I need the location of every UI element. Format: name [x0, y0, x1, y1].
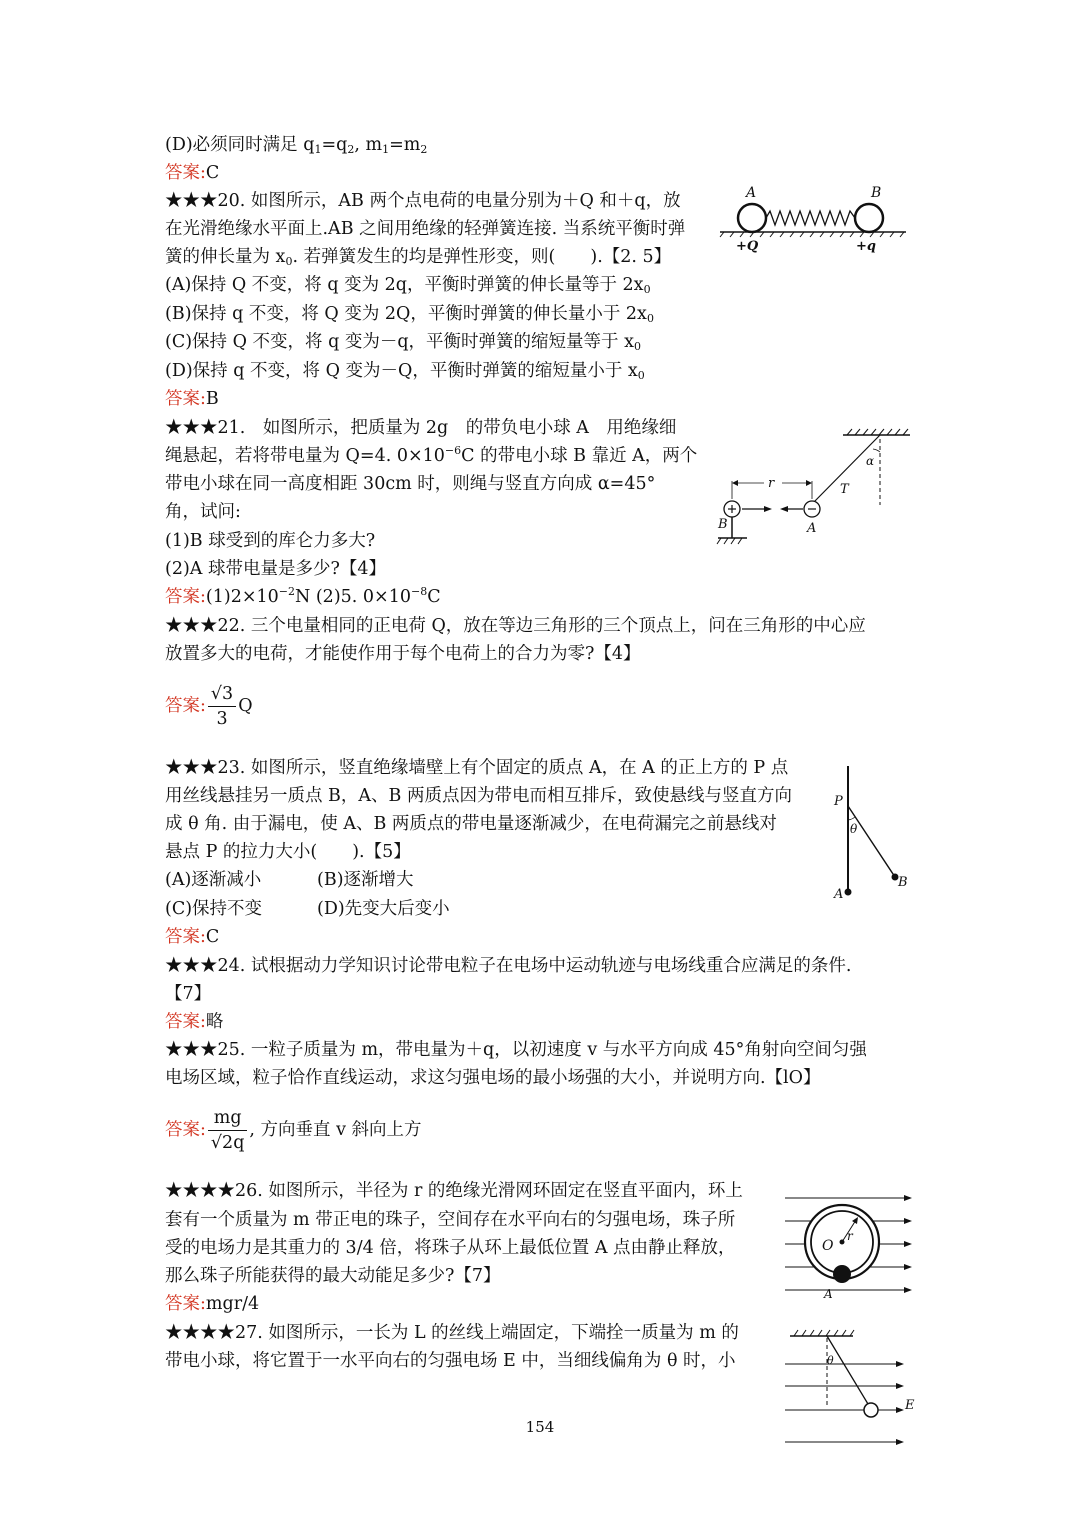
q21-line1: ★★★21. 如图所示，把质量为 2g 的带负电小球 A 用绝缘细: [165, 418, 677, 438]
q27-fig-theta: θ: [827, 1354, 834, 1367]
q20-spring-figure: [720, 182, 910, 257]
q20-line1: ★★★20. 如图所示，AB 两个点电荷的电量分别为＋Q 和＋q，放: [165, 191, 681, 211]
q23-wall-figure: [828, 760, 918, 905]
q21-answer: 答案$:(1)2\times 10^{-2}N$ (2)5. $0\times 10^{-8}C$: [165, 585, 441, 607]
q25-answer-fraction: $\frac{mg}{√2q}$: [208, 1106, 248, 1155]
q25-line1: ★★★25. 一粒子质量为 m，带电量为＋q，以初速度 v 与水平方向成 45°角射向空间匀强: [165, 1040, 867, 1060]
q20-fig-charge-a: +Q: [736, 239, 759, 254]
q21-sub-question-2: (2)A 球带电量是多少?【4】: [165, 559, 387, 579]
q27-line1: ★★★★27. 如图所示，一长为 L 的丝线上端固定，下端拴一质量为 m 的: [165, 1323, 739, 1343]
q23-fig-label-b: B: [898, 875, 908, 890]
q21-fig-label-b: B: [718, 517, 728, 532]
q24-line2: 【7】: [165, 984, 212, 1004]
q20-option-b: (B)保持 q 不变，将 Q 变为 2Q，平衡时弹簧的伸长量小于 $2x_0$: [165, 304, 654, 325]
q26-answer: 答案:mgr/4: [165, 1294, 260, 1314]
q21-pendulum-figure: [715, 425, 915, 550]
prev-option-d: (D)必须同时满足 $q_1=q_2$, $m_1=m_2$: [165, 135, 428, 156]
q23-answer: 答案:C: [165, 927, 220, 947]
q24-answer: 答案:略: [165, 1012, 224, 1032]
q27-fig-field-e: E: [905, 1398, 915, 1413]
q23-line1: ★★★23. 如图所示，竖直绝缘墙壁上有个固定的质点 A，在 A 的正上方的 P 点: [165, 758, 789, 778]
q26-line1: ★★★★26. 如图所示，半径为 r 的绝缘光滑网环固定在竖直平面内，环上: [165, 1181, 743, 1201]
q23-options-cd: (C)保持不变 (D)先变大后变小: [165, 899, 450, 919]
q23-options-ab: (A)逐渐减小 (B)逐渐增大: [165, 870, 414, 890]
q20-option-a: (A)保持 Q 不变，将 q 变为 2q，平衡时弹簧的伸长量等于 $2x_0$: [165, 275, 651, 296]
q25-line2: 电场区域，粒子恰作直线运动，求这匀强电场的最小场强的大小，并说明方向.【lO】: [165, 1068, 821, 1088]
q26-line2: 套有一个质量为 m 带正电的珠子，空间存在水平向右的匀强电场，珠子所: [165, 1210, 736, 1230]
q23-fig-theta: θ: [850, 822, 858, 836]
q22-line1: ★★★22. 三个电量相同的正电荷 Q，放在等边三角形的三个顶点上，问在三角形的中心应: [165, 616, 866, 636]
q20-fig-charge-b: +q: [856, 239, 876, 254]
q21-fig-distance: r: [768, 476, 775, 491]
q22-line2: 放置多大的电荷，才能使作用于每个电荷上的合力为零?【4】: [165, 644, 641, 664]
q22-answer-fraction: $\frac{√3}{3}$: [208, 682, 236, 731]
q23-fig-label-p: P: [834, 794, 843, 809]
q20-answer: 答案:B: [165, 389, 219, 409]
q20-option-c: (C)保持 Q 不变，将 q 变为－q，平衡时弹簧的缩短量等于 $x_0$: [165, 332, 641, 353]
q22-answer: 答案: $\frac{√3}{3}$ Q: [165, 684, 253, 729]
q21-line2: 绳悬起，若将带电量为 Q=4. $0\times 10^{-6}C$ 的带电小球 B 靠近 A，两个: [165, 444, 698, 466]
page-number: 154: [525, 1418, 555, 1436]
q21-line3: 带电小球在同一高度相距 30cm 时，则绳与竖直方向成 α=45°: [165, 474, 656, 494]
q25-answer: 答案: $\frac{mg}{√2q}$ , 方向垂直 v 斜向上方: [165, 1108, 422, 1153]
q21-fig-alpha: α: [866, 454, 875, 468]
q26-line4: 那么珠子所能获得的最大动能足多少?【7】: [165, 1266, 501, 1286]
prev-answer: 答案:C: [165, 163, 220, 183]
q26-ring-figure: [785, 1188, 915, 1300]
q23-line2: 用丝线悬挂另一质点 B，A、B 两质点因为带电而相互排斥，致使悬线与竖直方向: [165, 786, 792, 806]
q20-line2: 在光滑绝缘水平面上.AB 之间用绝缘的轻弹簧连接. 当系统平衡时弹: [165, 219, 686, 239]
q26-fig-radius-r: r: [847, 1229, 853, 1243]
q20-fig-label-a: A: [746, 185, 757, 201]
q26-fig-center-o: O: [822, 1238, 834, 1254]
q27-line2: 带电小球，将它置于一水平向右的匀强电场 E 中，当细线偏角为 θ 时，小: [165, 1351, 736, 1371]
q23-fig-label-a: A: [834, 887, 844, 902]
q21-fig-tension: T: [840, 482, 849, 497]
q23-line4: 悬点 P 的拉力大小( ).【5】: [165, 842, 411, 862]
q21-fig-label-a: A: [807, 521, 817, 536]
q21-sub-question-1: (1)B 球受到的库仑力多大?: [165, 531, 376, 551]
q26-fig-label-a: A: [824, 1287, 833, 1301]
q20-line3: 簧的伸长量为 $x_0$. 若弹簧发生的均是弹性形变，则( ).【2. 5】: [165, 247, 672, 268]
q26-line3: 受的电场力是其重力的 3/4 倍，将珠子从环上最低位置 A 点由静止释放，: [165, 1238, 736, 1258]
q20-option-d: (D)保持 q 不变，将 Q 变为－Q，平衡时弹簧的缩短量小于 $x_0$: [165, 361, 645, 382]
q24-line1: ★★★24. 试根据动力学知识讨论带电粒子在电场中运动轨迹与电场线重合应满足的条件.: [165, 956, 852, 976]
q20-fig-label-b: B: [871, 185, 882, 201]
q21-line4: 角，试问:: [165, 502, 241, 522]
q23-line3: 成 θ 角. 由于漏电，使 A、B 两质点的带电量逐渐减少，在电荷漏完之前悬线对: [165, 814, 777, 834]
